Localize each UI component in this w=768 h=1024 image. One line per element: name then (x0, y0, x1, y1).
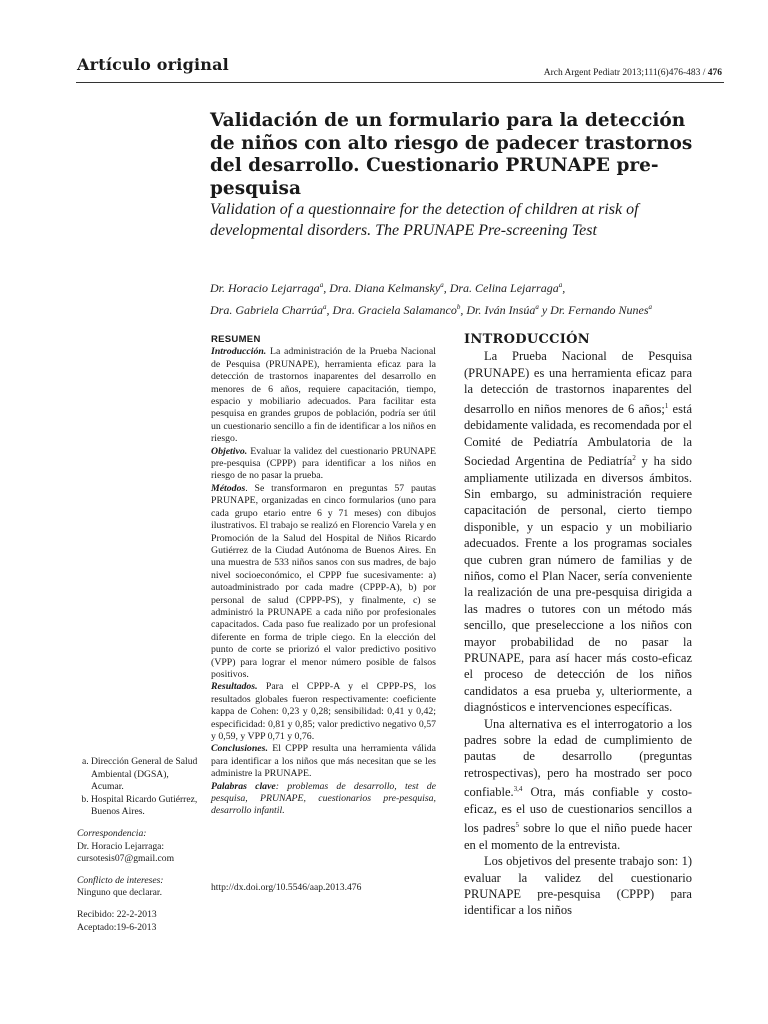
author-line-2 (210, 298, 720, 320)
header-rule (76, 82, 724, 83)
title-english: Validation of a questionnaire for the detection of children at risk of developmental disorders. The PRUNAPE Pre-screening Test (210, 201, 639, 239)
intro-text: está debidamente validada, es recomendada por el Comité de Pediatría Ambulatoria de la Sociedad Argentina de Pediatría (464, 401, 692, 469)
abstract-section (211, 446, 436, 483)
abstract-label: Resultados. (211, 681, 258, 693)
abstract-text: Para el CPPP-A y el CPPP-PS, los resultados globales fueron respectivamente: coeficiente kappa de Cohen: 0,23 y 0,28; sensibilidad: 0,41 y 0,42; especificidad: 0,81 y 0,85; valor predictivo negativo 0,57 y 0,59, y VPP 0,71 y 0,76. (211, 681, 436, 742)
accepted-date: Aceptado:19-6-2013 (77, 921, 157, 933)
author: Dr. Iván Insúa (466, 303, 536, 317)
abstract-text: El CPPP resulta una herramienta válida para identificar a los niños que más necesitan que se les administre la PRUNAPE. (211, 743, 436, 780)
abstract-label: Métodos (211, 482, 246, 494)
title-spanish: Validación de un formulario para la detección de niños con alto riesgo de padecer trastornos del desarrollo. Cuestionario PRUNAPE pre-pesquisa (210, 110, 693, 199)
author: Dra. Celina Lejarraga (449, 281, 559, 295)
abstract-section (211, 483, 436, 682)
intro-paragraph (464, 348, 692, 715)
citation-mark: 3,4 (513, 785, 523, 794)
author-affil-mark: b (456, 303, 461, 311)
citation-mark: 5 (515, 821, 519, 830)
author-sep: , (562, 281, 566, 295)
citation-mark: 1 (664, 401, 669, 410)
introduction (464, 332, 692, 919)
author-list (210, 276, 720, 320)
abstract-text: Evaluar la validez del cuestionario PRUNAPE pre-pesquisa (CPPP) para identificar a los niños en riesgo de no pasar la prueba. (211, 445, 436, 482)
correspondence-label: Correspondencia: (77, 827, 147, 839)
author-affil-mark: a (440, 281, 444, 289)
author: Dra. Graciela Salamanco (332, 303, 457, 317)
abstract-section (211, 681, 436, 743)
correspondence-email[interactable]: cursotesis07@gmail.com (77, 853, 175, 865)
abstract-heading: RESUMEN (211, 334, 261, 345)
affiliation-item: a. Dirección General de Salud Ambiental (DGSA), Acumar. (91, 756, 202, 794)
section-label: Artículo original (77, 55, 229, 74)
separator: / (702, 68, 706, 78)
abstract-text: . Se transformaron en preguntas 57 pautas PRUNAPE, organizadas en cinco formularios (uno para cada grupo etario entre 6 y 71 meses) con dibujos ilustrativos. El trabajo se realizó en Florencio Varela y en Promoción de la Salud del Hospital de Niños Ricardo Gutiérrez de la Ciudad Autónoma de Buenos Aires. En una muestra de 533 niños sanos con sus madres, de bajo nivel socioeconómico, el CPPP fue sucesivamente: a) autoadministrado por cada madre (CPPP-A), b) por personal de salud (CPPP-PS), y finalmente, c) se administró la PRUNAPE a cada niño por profesionales capacitados. Cada paso fue realizado por un profesional diferente en forma de triple ciego. En la elección del punto de corte se priorizó el valor predictivo positivo (VPP) para lograr el menor número posible de falsos positivos. (211, 482, 436, 680)
citation-mark: 2 (632, 454, 636, 462)
abstract-label: Palabras clave (211, 780, 276, 792)
author-sep: , (326, 303, 333, 317)
abstract-label: Objetivo. (211, 445, 248, 457)
author-affil-mark: a (535, 303, 539, 311)
journal-reference (544, 68, 722, 78)
author-sep: , (443, 281, 450, 295)
abstract-text: La administración de la Prueba Nacional de Pesquisa (PRUNAPE), herramienta eficaz para la detección de trastornos inaparentes del desarrollo en menores de 6 años, requiere capacitación, tiempo, espacio y mobiliario adecuados. Para facilitar esta pesquisa en grandes grupos de población, podría ser útil un cuestionario sencillo a fin de identificar a los niños en riesgo. (211, 346, 436, 445)
journal-citation: Arch Argent Pediatr 2013;111(6)476-483 (543, 68, 701, 78)
intro-text: Una alternativa es el interrogatorio a los padres sobre la edad de cumplimiento de pautas de desarrollo (preguntas retrospectivas), pero ha mostrado ser poco confiable. (464, 716, 692, 800)
affiliations (77, 756, 202, 934)
intro-text: Otra, más confiable y costo-eficaz, es el uso de cuestionarios sencillos a los padres (464, 785, 692, 836)
intro-paragraph (464, 716, 692, 854)
intro-text: La Prueba Nacional de Pesquisa (PRUNAPE) es una herramienta eficaz para la detección de trastornos inaparentes del desarrollo en niños menores de 6 años; (464, 349, 692, 416)
abstract-text: : problemas de desarrollo, test de pesquisa, PRUNAPE, cuestionarios pre-pesquisa, desarrollo infantil. (211, 780, 436, 817)
abstract-label: Conclusiones. (211, 743, 268, 755)
author-line-1 (210, 276, 720, 298)
author: Dra. Diana Kelmansky (329, 281, 441, 295)
author-sep: y (538, 303, 551, 317)
author-sep: , (323, 281, 330, 295)
author: Dr. Horacio Lejarraga (210, 281, 320, 295)
author: Dra. Gabriela Charrúa (210, 303, 324, 317)
abstract-section (211, 346, 436, 445)
doi-link[interactable]: http://dx.doi.org/10.5546/aap.2013.476 (211, 882, 362, 893)
abstract (211, 334, 436, 818)
affiliation-list (77, 756, 202, 819)
conflict-label: Conflicto de intereses: (77, 874, 164, 886)
intro-paragraph: Los objetivos del presente trabajo son: 1) evaluar la validez del cuestionario PRUNAPE pre-pesquisa (CPPP) para identificar a los niños (464, 854, 692, 918)
abstract-section (211, 781, 436, 818)
author-affil-mark: a (323, 303, 327, 311)
abstract-label: Introducción. (211, 346, 267, 358)
author-affil-mark: a (558, 281, 563, 289)
author-affil-mark: a (319, 281, 324, 289)
author-affil-mark: a (648, 303, 653, 311)
author-sep: , (460, 303, 467, 317)
intro-heading: INTRODUCCIÓN (464, 332, 590, 347)
author: Dr. Fernando Nunes (550, 303, 649, 317)
correspondence-name: Dr. Horacio Lejarraga: (77, 840, 165, 852)
received-date: Recibido: 22-2-2013 (77, 908, 157, 920)
intro-text: y ha sido ampliamente utilizada en diversos ámbitos. Sin embargo, su administración requiere capacitación de personal, cierto tiempo disponible, y un espacio y un mobiliario adecuados. Frente a los programas sociales que cubren gran número de familias y de niños, como el Plan Nacer, sería conveniente la realización de una pre-pesquisa dirigida a las madres o tutores con un método más sencillo, que preseleccione a los niños con mayor probabilidad de no pasar la PRUNAPE, para así hacer más costo-eficaz el proceso de detección de los niños candidatos a esa prueba y, ulteriormente, a diagnósticos e intervenciones específicas. (464, 454, 692, 715)
page-number: 476 (707, 68, 722, 78)
intro-text: sobre lo que el niño puede hacer en el momento de la entrevista. (464, 821, 692, 852)
abstract-section (211, 743, 436, 780)
affiliation-item: b. Hospital Ricardo Gutiérrez, Buenos Aires. (91, 794, 202, 819)
conflict-text: Ninguno que declarar. (77, 887, 162, 899)
